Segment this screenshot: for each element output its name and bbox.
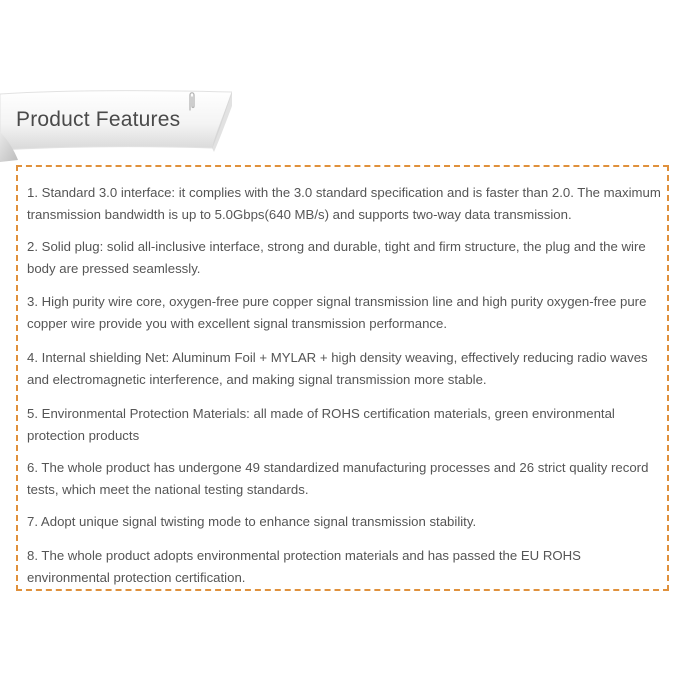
feature-item-5: 5. Environmental Protection Materials: all made of ROHS certification materials, green environmental protection products	[27, 406, 615, 443]
feature-item-3: 3. High purity wire core, oxygen-free pure copper signal transmission line and high purity oxygen-free pure copper wire provide you with excellent signal transmission performance.	[27, 294, 647, 331]
feature-item-1: 1. Standard 3.0 interface: it complies with the 3.0 standard specification and is faster than 2.0. The maximum transmission bandwidth is up to 5.0Gbps(640 MB/s) and supports two-way data transmission.	[27, 185, 661, 222]
feature-item-7: 7. Adopt unique signal twisting mode to enhance signal transmission stability.	[27, 514, 477, 529]
page-title: Product Features	[16, 108, 181, 131]
feature-item-2: 2. Solid plug: solid all-inclusive interface, strong and durable, tight and firm structure, the plug and the wire body are pressed seamlessly.	[27, 239, 646, 276]
paper-clip-icon	[187, 90, 197, 117]
feature-item-8: 8. The whole product adopts environmental protection materials and has passed the EU ROHS environmental protection certification.	[27, 548, 581, 585]
feature-item-6: 6. The whole product has undergone 49 standardized manufacturing processes and 26 strict quality record tests, which meet the national testing standards.	[27, 460, 649, 497]
feature-list-box	[16, 165, 669, 591]
feature-item-4: 4. Internal shielding Net: Aluminum Foil + MYLAR + high density weaving, effectively reducing radio waves and electromagnetic interference, and making signal transmission more stable.	[27, 350, 648, 387]
